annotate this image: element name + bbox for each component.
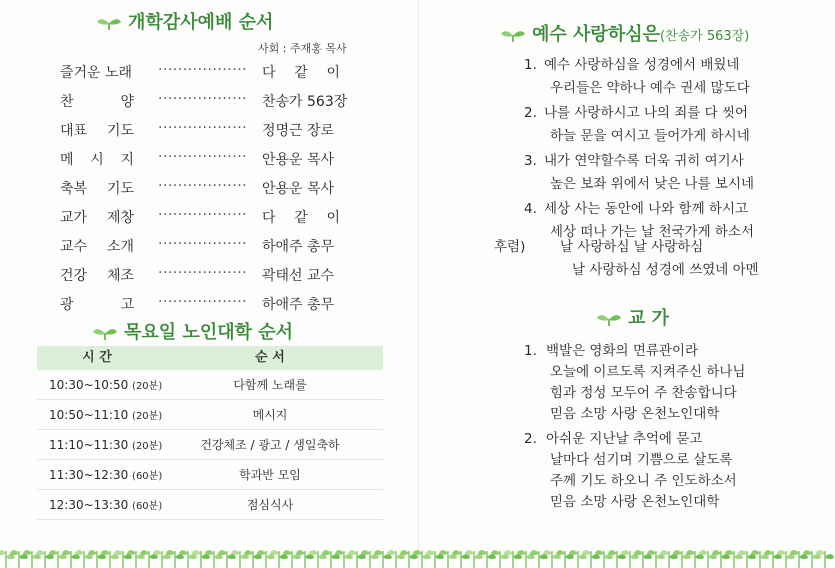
order-dots: ·················· (158, 265, 248, 281)
verse-line: 믿음 소망 사랑 온천노인대학 (550, 494, 720, 510)
verse-number: 2. (524, 105, 537, 121)
verse-number: 3. (524, 153, 537, 169)
verse-line: 내가 연약할수록 더욱 귀히 여기사 (544, 153, 744, 169)
verse-line: 예수 사랑하심을 성경에서 배웠네 (544, 57, 740, 73)
order-label: 축복 기도 (60, 181, 134, 197)
header-program: 순 서 (255, 350, 285, 365)
table-row (37, 370, 383, 400)
schedule-time (37, 497, 163, 512)
order-row (60, 265, 350, 287)
time-duration: (20분) (132, 441, 163, 452)
verse-line: 세상 떠나 가는 날 천국가게 하소서 (550, 224, 755, 240)
verse-line: 나를 사랑하시고 나의 죄를 다 씻어 (544, 105, 749, 121)
table-row (37, 400, 383, 430)
order-row (60, 120, 350, 142)
time-range: 10:30~10:50 (49, 378, 129, 392)
schedule-program: 메시지 (252, 408, 288, 422)
verse-number: 2. (524, 431, 537, 447)
order-dots: ·················· (158, 178, 248, 194)
verse-line: 오늘에 이르도록 지켜주신 하나님 (550, 364, 746, 380)
order-dots: ·················· (158, 120, 248, 136)
schedule-time (37, 407, 163, 422)
sprout-icon (96, 15, 122, 31)
header-time: 시 간 (82, 350, 112, 365)
time-range: 12:30~13:30 (49, 498, 129, 512)
hymn-subtitle: (찬송가 563장) (659, 29, 750, 44)
order-label: 건강 체조 (60, 268, 134, 284)
order-dots: ·················· (158, 236, 248, 252)
refrain-line: 날 사랑하심 성경에 쓰였네 아멘 (572, 262, 759, 278)
order-person: 곽태선 교수 (262, 268, 335, 284)
order-person: 다 같 이 (262, 65, 340, 81)
verse-line: 우리들은 약하나 예수 권세 많도다 (550, 80, 750, 96)
time-duration: (20분) (132, 381, 163, 392)
schedule-table (37, 346, 383, 520)
order-row (60, 62, 350, 84)
time-duration: (20분) (132, 411, 163, 422)
order-row (60, 178, 350, 200)
verse-line: 높은 보좌 위에서 낮은 나를 보시네 (550, 176, 755, 192)
officiant-label: 사회 : 주재홍 목사 (258, 42, 347, 55)
order-dots: ·················· (158, 91, 248, 107)
schedule-time (37, 437, 163, 452)
order-row (60, 91, 350, 113)
order-person: 하애주 총무 (262, 297, 335, 313)
verse-line: 날마다 섬기며 기쁨으로 살도록 (550, 452, 733, 468)
order-person: 안용운 목사 (262, 181, 335, 197)
hymn-refrain (494, 236, 759, 278)
order-label: 메 시 지 (60, 152, 134, 168)
time-duration: (60분) (132, 501, 163, 512)
verse-line: 하늘 문을 여시고 들어가게 하시네 (550, 128, 750, 144)
order-dots: ·················· (158, 149, 248, 165)
schedule-time (37, 377, 163, 392)
order-label: 광 고 (60, 297, 134, 313)
order-person: 안용운 목사 (262, 152, 335, 168)
time-range: 11:30~12:30 (49, 468, 129, 482)
time-range: 10:50~11:10 (49, 408, 129, 422)
order-row (60, 149, 350, 171)
verse-number: 1. (524, 343, 537, 359)
hymn-title: 예수 사랑하심은(찬송가 563장) (500, 20, 749, 46)
page-fold (418, 0, 419, 568)
schedule-program: 건강체조 / 광고 / 생일축하 (200, 438, 340, 452)
table-row (37, 430, 383, 460)
order-row (60, 207, 350, 229)
order-dots: ·················· (158, 207, 248, 223)
order-label: 찬 양 (60, 94, 134, 110)
schedule-program: 점심식사 (246, 498, 294, 512)
verse-number: 4. (524, 201, 537, 217)
time-duration: (60분) (132, 471, 163, 482)
verse-number: 1. (524, 57, 537, 73)
table-row (37, 460, 383, 490)
worship-title: 개학감사예배 순서 (96, 8, 273, 34)
grass-border (0, 516, 835, 568)
order-person: 정명근 장로 (262, 123, 335, 139)
order-person: 찬송가 563장 (262, 94, 348, 110)
order-person: 하애주 총무 (262, 239, 335, 255)
sprout-icon (500, 27, 526, 43)
order-dots: ·················· (158, 294, 248, 310)
order-label: 교가 제창 (60, 210, 134, 226)
order-row (60, 294, 350, 316)
verse-line: 믿음 소망 사랑 온천노인대학 (550, 406, 720, 422)
schedule-header (37, 346, 383, 370)
refrain-line: 날 사랑하심 날 사랑하심 (560, 239, 704, 255)
verse-line: 주께 기도 하오니 주 인도하소서 (550, 473, 737, 489)
order-label: 대표 기도 (60, 123, 134, 139)
verse-line: 힘과 정성 모두어 주 찬송합니다 (550, 385, 737, 401)
order-person: 다 같 이 (262, 210, 340, 226)
order-label: 교수 소개 (60, 239, 134, 255)
order-dots: ·················· (158, 62, 248, 78)
order-label: 즐거운 노래 (60, 65, 133, 81)
school-song-title: 교 가 (596, 304, 669, 330)
verse-line: 백발은 영화의 면류관이라 (546, 343, 699, 359)
schedule-title: 목요일 노인대학 순서 (92, 318, 293, 344)
schedule-program: 다함께 노래를 (233, 378, 307, 392)
verse-line: 세상 사는 동안에 나와 함께 하시고 (544, 201, 749, 217)
schedule-program: 학과반 모임 (239, 468, 301, 482)
sprout-icon (92, 325, 118, 341)
time-range: 11:10~11:30 (49, 438, 129, 452)
verse-line: 아쉬운 지난날 추억에 묻고 (546, 431, 703, 447)
refrain-label: 후렴) (494, 239, 526, 255)
order-row (60, 236, 350, 258)
schedule-time (37, 467, 163, 482)
sprout-icon (596, 311, 622, 327)
